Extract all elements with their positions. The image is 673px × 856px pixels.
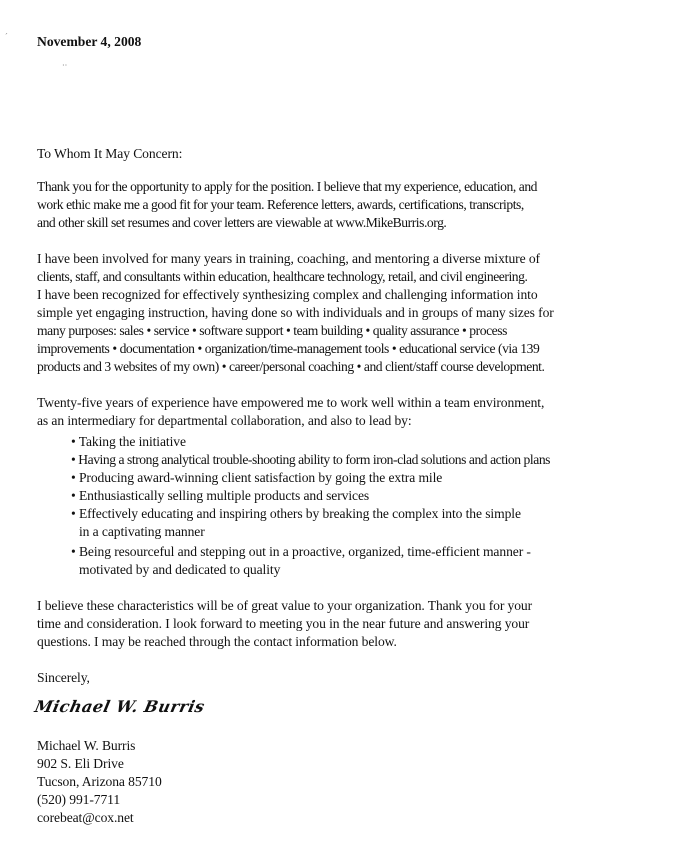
body-paragraph-2-line: clients, staff, and consultants within education, healthcare technology, retail, and civil engineering. xyxy=(37,269,528,284)
bullet-item-continuation: in a captivating manner xyxy=(79,524,205,539)
scan-speck: ·· xyxy=(62,61,68,70)
body-paragraph-1-line: and other skill set resumes and cover letters are viewable at www.MikeBurris.org. xyxy=(37,215,447,230)
body-paragraph-2-line: simple yet engaging instruction, having done so with individuals and in groups of many sizes for xyxy=(37,305,554,320)
body-paragraph-4-line: I believe these characteristics will be of great value to your organization. Thank you for your xyxy=(37,598,533,613)
contact-name: Michael W. Burris xyxy=(37,738,136,753)
body-paragraph-2-line: I have been recognized for effectively synthesizing complex and challenging information into xyxy=(37,287,538,302)
contact-street: 902 S. Eli Drive xyxy=(37,756,124,771)
body-paragraph-3-line: as an intermediary for departmental collaboration, and also to lead by: xyxy=(37,413,412,428)
body-paragraph-2-line: many purposes: sales • service • software support • team building • quality assurance • process xyxy=(37,323,507,338)
body-paragraph-2-line: products and 3 websites of my own) • career/personal coaching • and client/staff course development. xyxy=(37,359,545,374)
bullet-item: • Having a strong analytical trouble-shooting ability to form iron-clad solutions and action plans xyxy=(71,452,551,467)
closing: Sincerely, xyxy=(37,670,90,685)
contact-phone: (520) 991-7711 xyxy=(37,792,121,807)
scan-speck: ˊ xyxy=(5,32,8,41)
handwritten-signature: Michael W. Burris xyxy=(32,697,207,716)
body-paragraph-3-line: Twenty-five years of experience have empowered me to work well within a team environment, xyxy=(37,395,545,410)
body-paragraph-2-line: I have been involved for many years in training, coaching, and mentoring a diverse mixture of xyxy=(37,251,540,266)
contact-email: corebeat@cox.net xyxy=(37,810,134,825)
contact-city: Tucson, Arizona 85710 xyxy=(37,774,162,789)
body-paragraph-2-line: improvements • documentation • organization/time-management tools • educational service (via 139 xyxy=(37,341,540,356)
body-paragraph-4-line: questions. I may be reached through the contact information below. xyxy=(37,634,397,649)
bullet-item: • Enthusiastically selling multiple products and services xyxy=(71,488,370,503)
salutation: To Whom It May Concern: xyxy=(37,146,183,161)
bullet-item: • Effectively educating and inspiring others by breaking the complex into the simple xyxy=(71,506,521,521)
body-paragraph-4-line: time and consideration. I look forward to meeting you in the near future and answering your xyxy=(37,616,530,631)
body-paragraph-1-line: Thank you for the opportunity to apply for the position. I believe that my experience, education, and xyxy=(37,179,538,194)
bullet-item: • Being resourceful and stepping out in a proactive, organized, time-efficient manner - xyxy=(71,544,531,559)
bullet-item-continuation: motivated by and dedicated to quality xyxy=(79,562,281,577)
bullet-item: • Taking the initiative xyxy=(71,434,186,449)
body-paragraph-1-line: work ethic make me a good fit for your team. Reference letters, awards, certifications, transcripts, xyxy=(37,197,524,212)
bullet-item: • Producing award-winning client satisfaction by going the extra mile xyxy=(71,470,443,485)
letter-date: November 4, 2008 xyxy=(37,34,142,49)
